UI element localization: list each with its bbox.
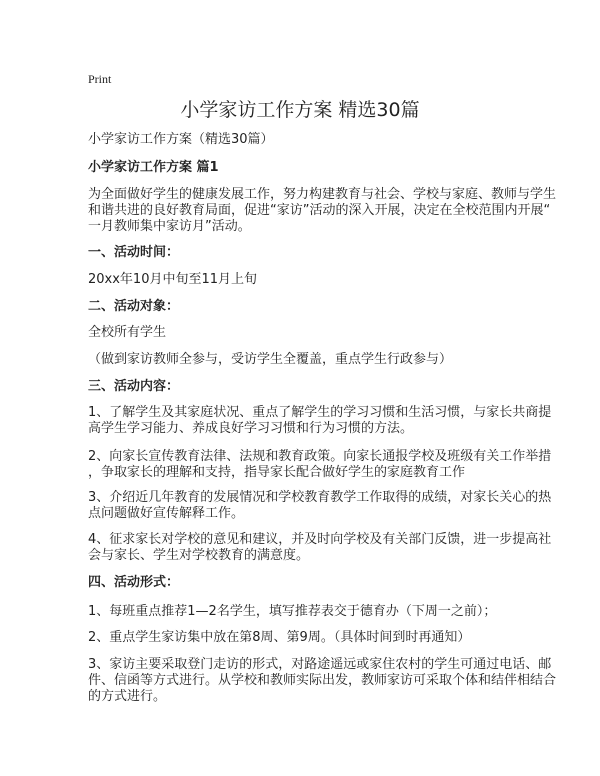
line: 和谐共进的良好教育局面，促进“家访”活动的深入开展，决定在全校范围内开展“ <box>88 203 551 218</box>
content-item <box>88 449 551 481</box>
line: 1、每班重点推荐1—2名学生，填写推荐表交于德育办（下周一之前）； <box>88 604 497 619</box>
content-item <box>88 405 551 437</box>
heading-target: 二、活动对象： <box>88 299 180 314</box>
heading-time: 一、活动时间： <box>88 245 180 260</box>
target-note: （做到家访教师全参与，受访学生全覆盖，重点学生行政参与） <box>88 352 453 367</box>
time-text: 20xx年10月中旬至11月上旬 <box>88 272 258 287</box>
target-text: 全校所有学生 <box>88 325 167 340</box>
line: 为全面做好学生的健康发展工作，努力构建教育与社会、学校与家庭、教师与学生 <box>88 187 557 202</box>
line: 的方式进行。 <box>88 689 167 704</box>
content-item <box>88 490 551 522</box>
content-item <box>88 532 551 564</box>
page-title: 小学家访工作方案 精选30篇 <box>180 99 420 121</box>
line: 4、征求家长对学校的意见和建议，并及时向学校及有关部门反馈，进一步提高社 <box>88 532 552 547</box>
form-item <box>88 657 556 705</box>
line: 点问题做好宣传解释工作。 <box>88 506 245 521</box>
line: 3、介绍近几年教育的发展情况和学校教育教学工作取得的成绩，对家长关心的热 <box>88 490 552 505</box>
print-label: Print <box>88 72 112 86</box>
line: 高学生学习能力、养成良好学习习惯和行为习惯的方法。 <box>88 421 414 436</box>
line: 1、了解学生及其家庭状况、重点了解学生的学习习惯和生活习惯，与家长共商提 <box>88 405 552 420</box>
intro-paragraph <box>88 187 556 235</box>
form-item <box>88 630 470 646</box>
heading-content: 三、活动内容： <box>88 379 180 394</box>
form-item <box>88 604 496 620</box>
line: ，争取家长的理解和支持，指导家长配合做好学生的家庭教育工作 <box>88 465 466 480</box>
line: 2、向家长宣传教育法律、法规和教育政策。向家长通报学校及班级有关工作举措 <box>88 449 552 464</box>
line: 3、家访主要采取登门走访的形式，对路途遥远或家住农村的学生可通过电话、邮 <box>88 657 552 672</box>
section-title: 小学家访工作方案 篇1 <box>88 160 219 175</box>
line: 会与家长、学生对学校教育的满意度。 <box>88 548 310 563</box>
line: 一月教师集中家访月”活动。 <box>88 219 251 234</box>
subtitle: 小学家访工作方案（精选30篇） <box>88 132 274 147</box>
heading-forms: 四、活动形式： <box>88 575 180 590</box>
line: 2、重点学生家访集中放在第8周、第9周。（具体时间到时再通知） <box>88 630 471 645</box>
line: 件、信函等方式进行。从学校和教师实际出发，教师家访可采取个体和结伴相结合 <box>88 673 557 688</box>
